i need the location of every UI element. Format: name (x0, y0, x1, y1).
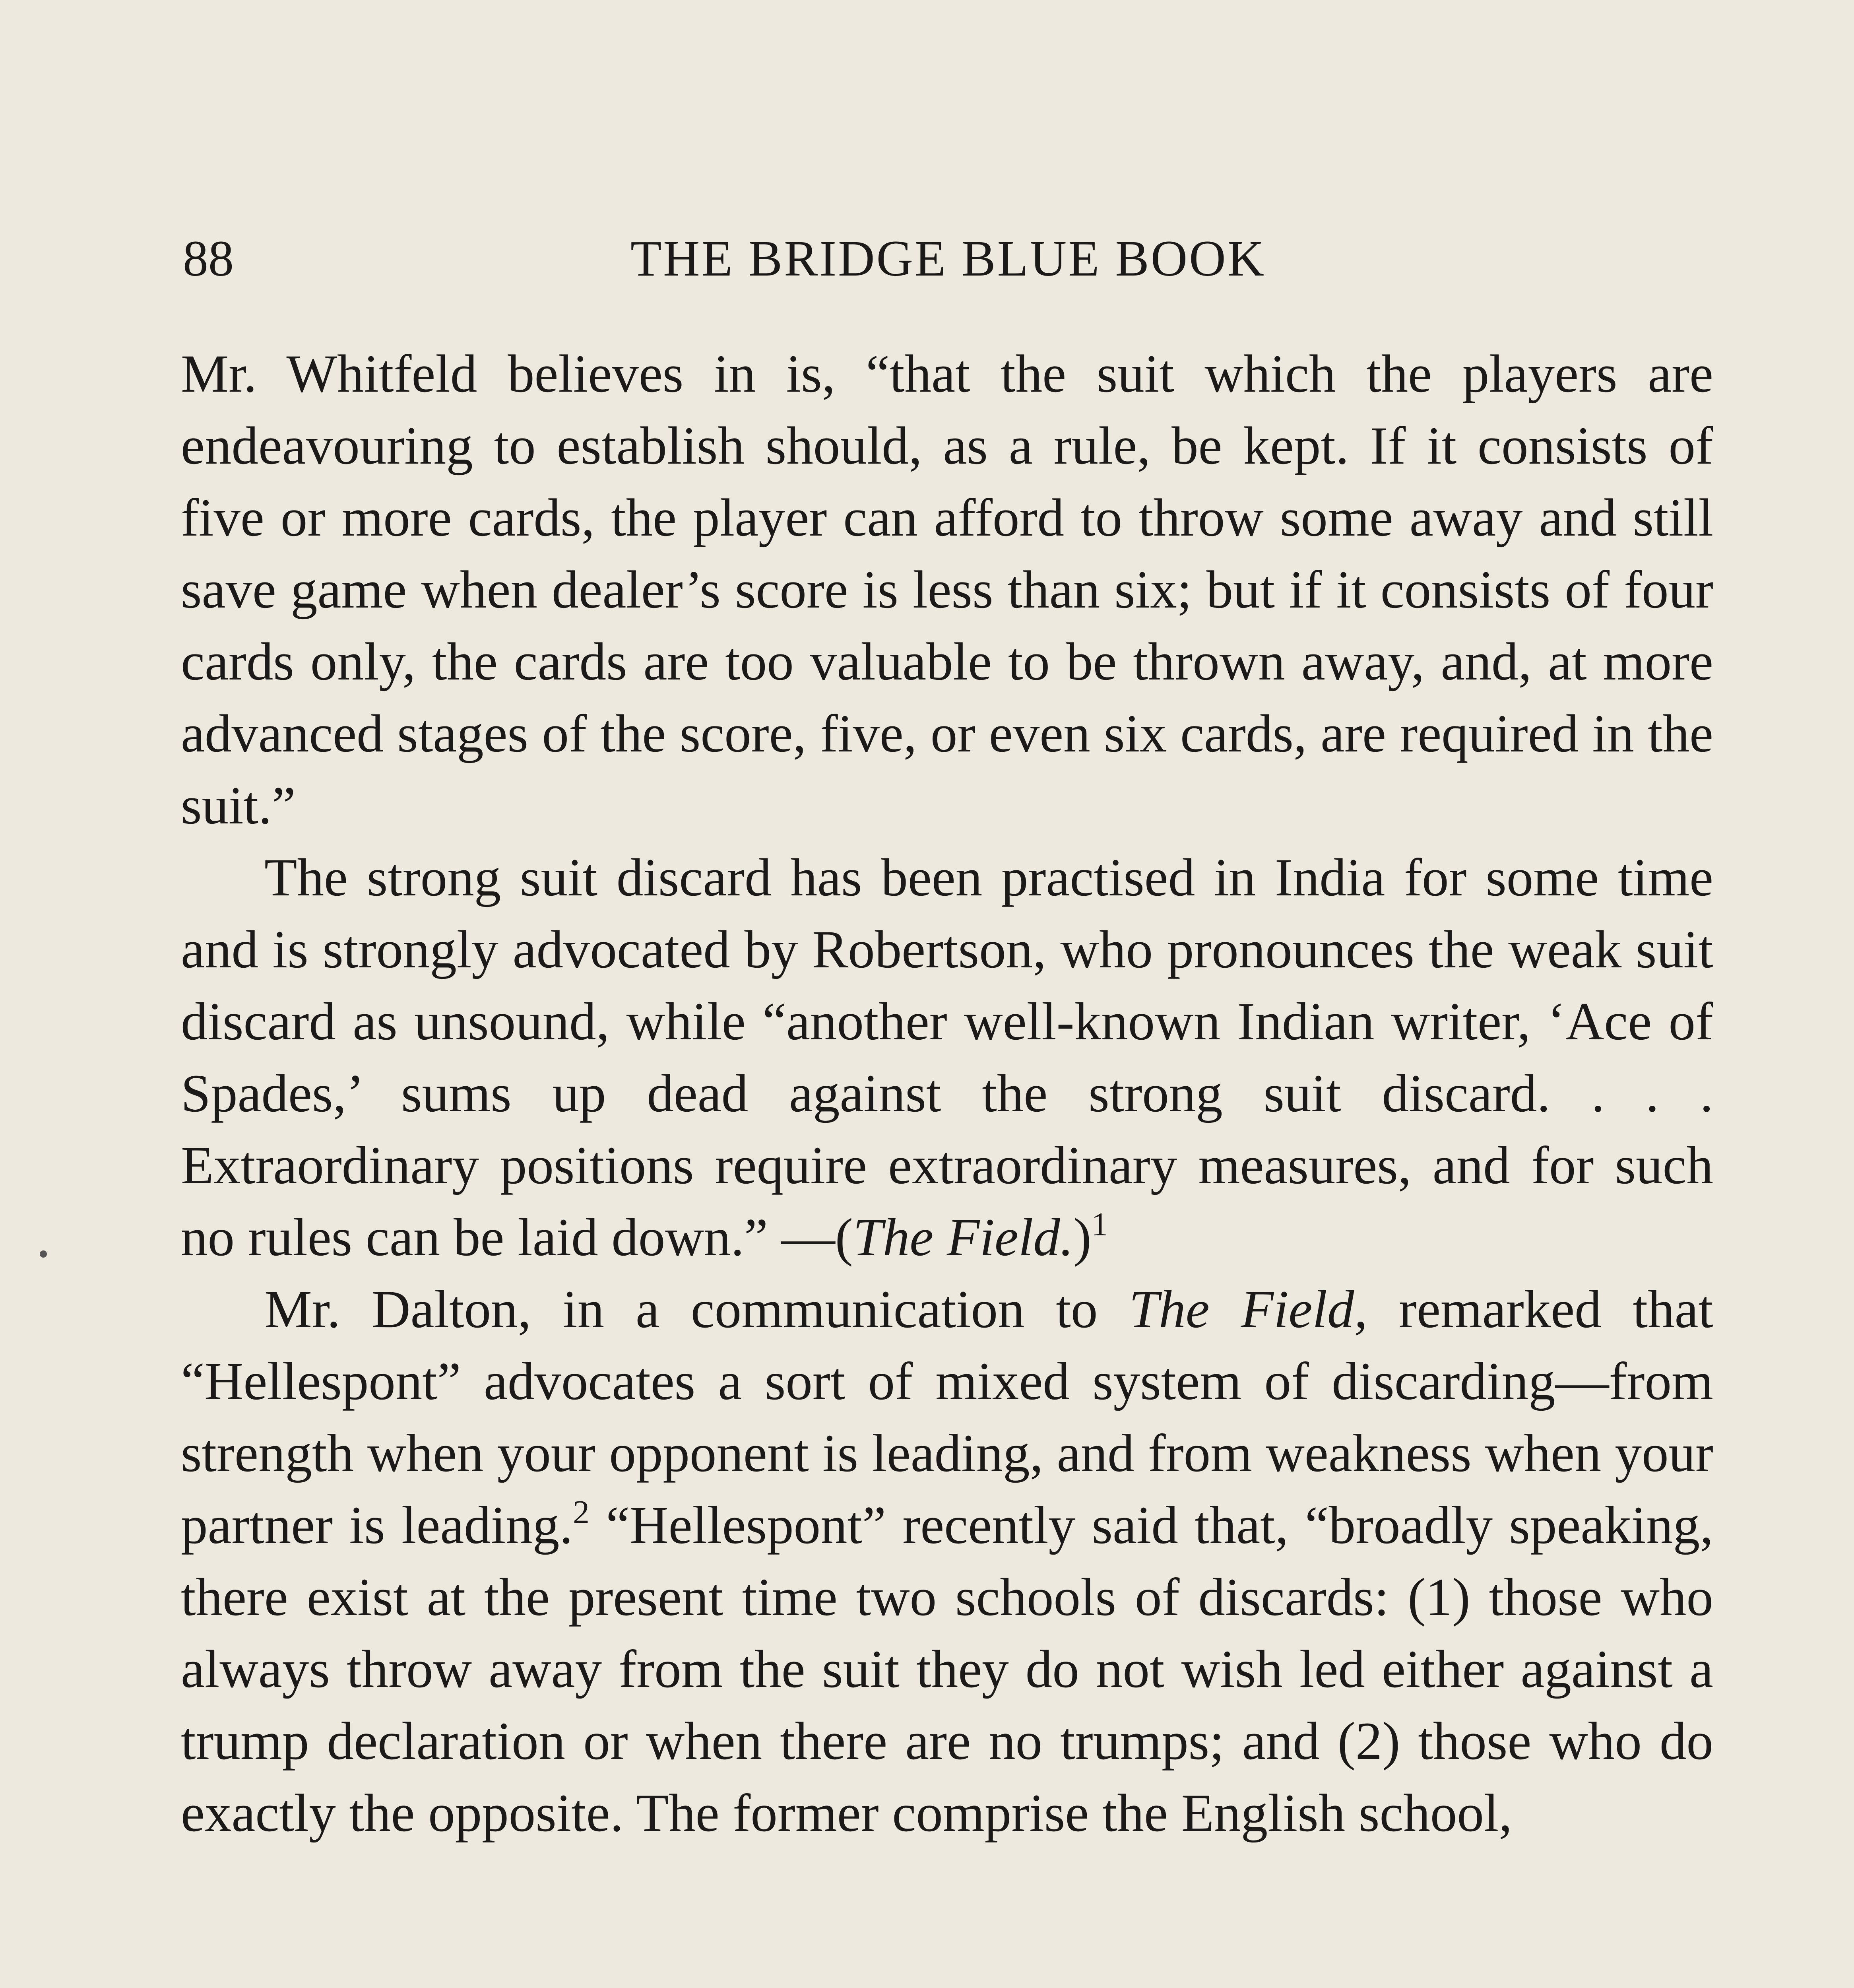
paragraph-3-text-b: remarked that “Hellespont” advocates a sort of mixed system of discarding—from strength when your opponent is leading, and from weakness when your partner is leading. (181, 1280, 1713, 1555)
paragraph-2 (181, 842, 1713, 1274)
paragraph-3-source: The Field, (1129, 1280, 1368, 1339)
paragraph-2-text: The strong suit discard has been practised in India for some time and is strongly advocated by Robertson, who pronounces the weak suit discard as unsound, while “another well-known Indian writer, ‘Ace of Spades,’ sums up dead against the strong suit discard. . . . Extraordinary positions require extraordinary measures, and for such no rules can be laid down.” —( (181, 848, 1713, 1267)
body-text (181, 338, 1713, 1849)
page-number: 88 (183, 230, 234, 287)
paragraph-1: Mr. Whitfeld believes in is, “that the suit which the players are endeavouring to establish should, as a rule, be kept. If it consists of five or more cards, the player can afford to throw some away and still save game when dealer’s score is less than six; but if it consists of four cards only, the cards are too valuable to be thrown away, and, at more advanced stages of the score, five, or even six cards, are required in the suit.” (181, 344, 1713, 835)
margin-dot (40, 1250, 47, 1258)
paragraph-2-source: The Field. (853, 1208, 1074, 1267)
page-header (183, 223, 1713, 294)
footnote-ref-1: 1 (1091, 1206, 1108, 1243)
running-head: THE BRIDGE BLUE BOOK (630, 230, 1266, 287)
paragraph-3-text-a: Mr. Dalton, in a communication to (264, 1280, 1129, 1339)
paragraph-3-text-c: “Hellespont” recently said that, “broadly speaking, there exist at the present time two schools of discards: (1) those who always throw away from the suit they do not wish led either against a trump declaration or when there are no trumps; and (2) those who do exactly the opposite. The former comprise the English school, (181, 1496, 1714, 1843)
paragraph-3 (181, 1274, 1713, 1849)
footnote-ref-2: 2 (573, 1493, 590, 1531)
paragraph-2-close: ) (1073, 1208, 1092, 1267)
